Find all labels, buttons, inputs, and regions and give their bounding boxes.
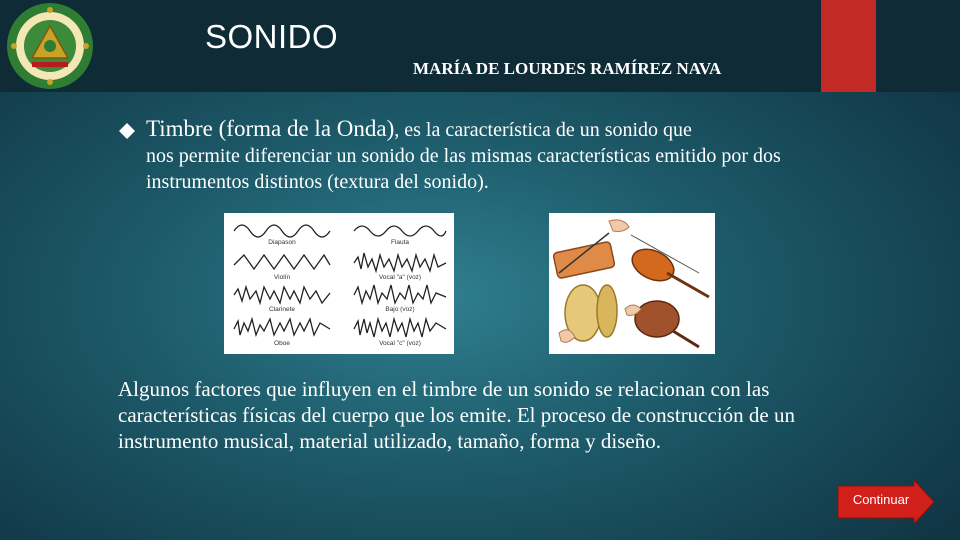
cymbals-icon <box>565 285 617 341</box>
waveform-oboe <box>234 319 330 335</box>
waveform-label: Clarinete <box>268 306 296 313</box>
page-title: SONIDO <box>205 18 339 55</box>
waveform-label: Vocal "a" (voz) <box>378 274 422 281</box>
waveform-label: Vocal "c" (voz) <box>379 340 421 347</box>
waveform-label: Flauta <box>390 239 410 246</box>
instruments-illustration <box>549 213 715 354</box>
timbre-term: Timbre (forma de la Onda) <box>146 116 395 141</box>
school-seal-logo <box>2 2 98 90</box>
waveform-diapason <box>234 225 330 237</box>
waveform-bajo <box>354 285 446 303</box>
waveform-vocal-a <box>354 253 446 271</box>
maraca-icon <box>635 301 699 347</box>
accent-bar <box>821 0 876 92</box>
waveform-clarinete <box>234 287 330 303</box>
author-name: MARÍA DE LOURDES RAMÍREZ NAVA <box>413 59 722 78</box>
waveform-label: Bajo (voz) <box>385 306 415 313</box>
waveform-label: Diapason <box>268 239 296 246</box>
waveform-vocal-c <box>354 319 446 337</box>
wood-block-icon <box>553 233 615 279</box>
diamond-bullet-icon <box>118 122 136 140</box>
continue-label: Continuar <box>852 492 910 507</box>
waveform-comparison-image <box>224 213 454 354</box>
timbre-definition-start: , es la característica de un sonido que <box>394 119 692 141</box>
waveform-label: Violín <box>273 274 291 281</box>
timbre-definition <box>146 116 826 195</box>
waveform-flauta <box>354 226 446 236</box>
waveform-label: Oboe <box>274 340 290 347</box>
continue-button[interactable] <box>836 480 936 524</box>
timbre-factors-paragraph: Algunos factores que influyen en el timbre de un sonido se relacionan con las características físicas del cuerpo que los emite. El proceso de construcción de un instrumento musical, material utilizado, tamaño, forma y diseño. <box>118 377 795 453</box>
timbre-definition-continued: nos permite diferenciar un sonido de las mismas características emitido por dos instrumentos distintos (textura del sonido). <box>146 145 781 193</box>
waveform-violin <box>234 255 330 269</box>
violin-icon <box>627 235 709 297</box>
